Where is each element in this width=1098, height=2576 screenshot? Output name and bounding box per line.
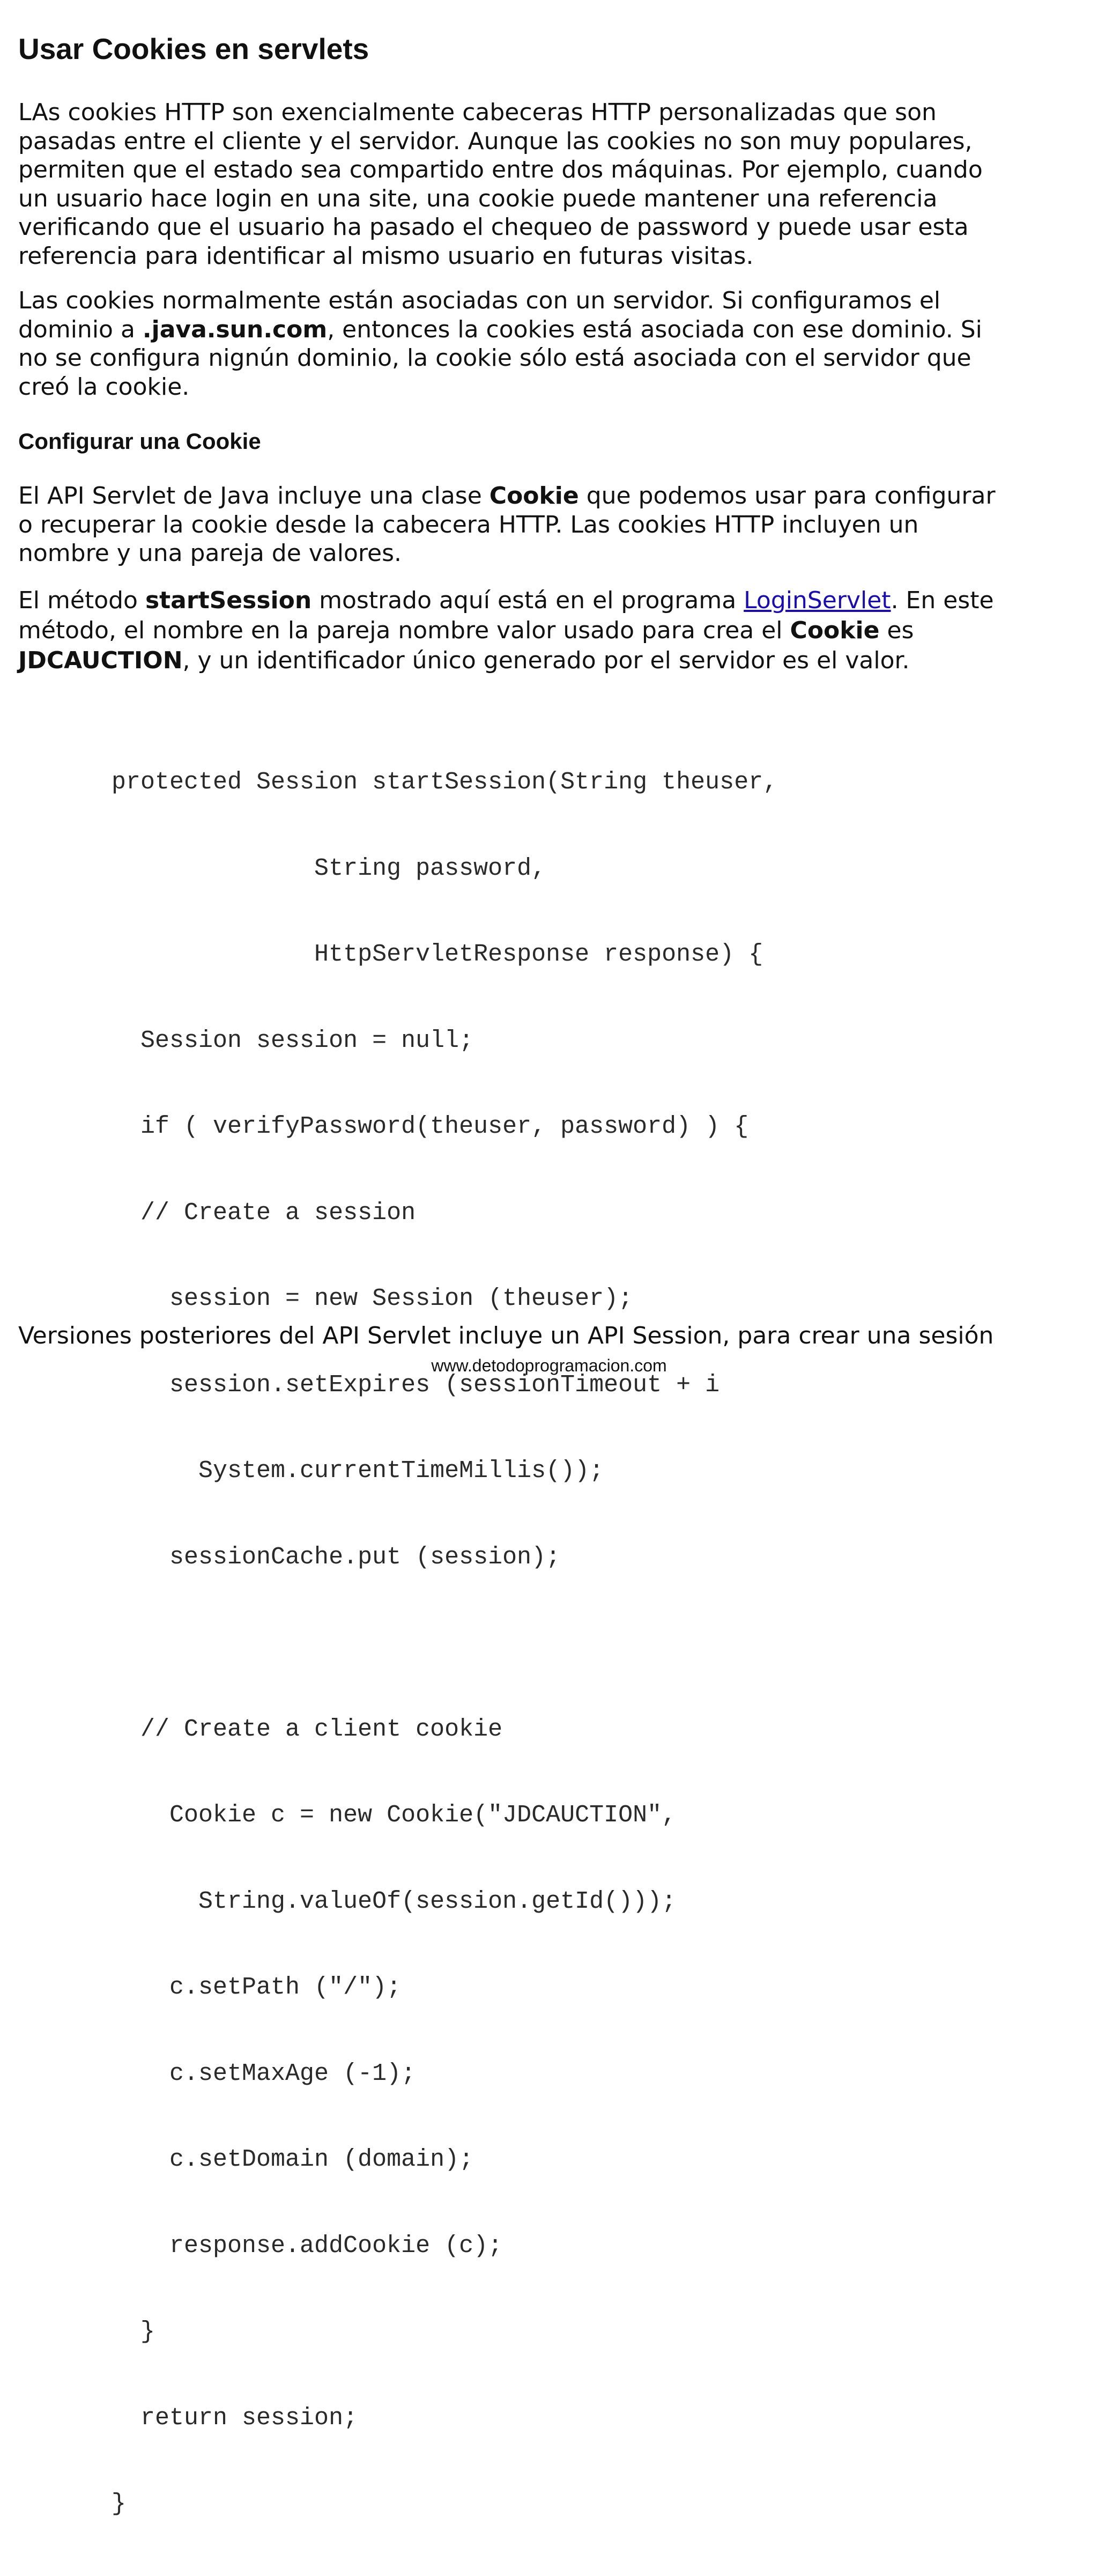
footer-url: www.detodoprogramacion.com [431,1356,667,1375]
cookie-class-paragraph [18,482,1085,568]
code-line: sessionCache.put (session); [112,1543,561,1571]
code-line: session.setExpires (sessionTimeout + i [112,1371,720,1399]
text-run: mostrado aquí está en el programa [311,587,744,614]
text-run: método, el nombre en la pareja nombre valor usado para crea el [18,617,790,644]
code-block [112,711,777,2576]
text-run: dominio a [18,315,143,343]
text-line: Versiones posteriores del API Servlet incluye un API Session, para crear una sesión [18,1322,994,1349]
text-run: El método [18,587,145,614]
domain-name-bold: .java.sun.com [142,315,328,343]
start-session-paragraph [18,586,1085,676]
code-line: String password, [112,854,546,882]
text-line: un usuario hace login en una site, una cookie puede mantener una referencia [18,184,938,212]
code-line: HttpServletResponse response) { [112,941,763,968]
text-line: creó la cookie. [18,373,190,401]
code-line [112,1629,777,1658]
sessions-paragraph [18,1322,1085,1350]
code-line: c.setMaxAge (-1); [112,2060,416,2087]
cookie-name-bold: JDCAUCTION [18,647,183,674]
text-line: referencia para identificar al mismo usuario en futuras visitas. [18,242,754,270]
code-line: if ( verifyPassword(theuser, password) ) { [112,1113,749,1140]
class-name-bold: Cookie [790,617,880,644]
text-line: verificando que el usuario ha pasado el chequeo de password y puede usar esta [18,213,969,241]
login-servlet-link[interactable]: LoginServlet [744,587,891,614]
code-line: } [112,2318,155,2345]
code-line: c.setDomain (domain); [112,2146,474,2173]
code-line: c.setPath ("/"); [112,1974,402,2001]
text-line [18,616,1085,646]
text-line [18,482,1085,511]
text-line: no se configura nignún dominio, la cookie sólo está asociada con el servidor que [18,344,971,372]
text-line: pasadas entre el cliente y el servidor. Aunque las cookies no son muy populares, [18,127,973,155]
section-heading: Configurar una Cookie [18,429,261,454]
text-run: . En este [891,587,994,614]
text-line: permiten que el estado sea compartido entre dos máquinas. Por ejemplo, cuando [18,156,983,183]
text-line [18,646,1085,676]
page-title: Usar Cookies en servlets [18,32,369,65]
code-line: session = new Session (theuser); [112,1285,633,1312]
code-line: } [112,2490,127,2518]
code-line: protected Session startSession(String theuser, [112,769,778,796]
text-line: Las cookies normalmente están asociadas con un servidor. Si configuramos el [18,287,941,314]
code-line: response.addCookie (c); [112,2232,503,2260]
text-run: , entonces la cookies está asociada con ese dominio. Si [327,315,982,343]
code-line: return session; [112,2404,358,2432]
domain-paragraph [18,286,1085,401]
text-run: El API Servlet de Java incluye una clase [18,482,489,510]
text-line: nombre y una pareja de valores. [18,540,402,567]
class-name-bold: Cookie [489,482,579,510]
code-line: System.currentTimeMillis()); [112,1457,604,1485]
text-line: o recuperar la cookie desde la cabecera HTTP. Las cookies HTTP incluyen un [18,511,919,538]
code-line: Cookie c = new Cookie("JDCAUCTION", [112,1802,677,1829]
method-name-bold: startSession [145,587,312,614]
intro-paragraph [18,98,1085,270]
text-run: es [879,617,914,644]
text-run: , y un identificador único generado por el servidor es el valor. [182,647,910,674]
text-line [18,315,1085,344]
code-line: // Create a client cookie [112,1715,503,1743]
code-line: Session session = null; [112,1027,474,1054]
text-line: LAs cookies HTTP son exencialmente cabeceras HTTP personalizadas que son [18,99,937,126]
text-line [18,586,1085,616]
code-line: String.valueOf(session.getId())); [112,1887,677,1915]
code-line: // Create a session [112,1199,416,1227]
text-run: que podemos usar para configurar [578,482,996,510]
